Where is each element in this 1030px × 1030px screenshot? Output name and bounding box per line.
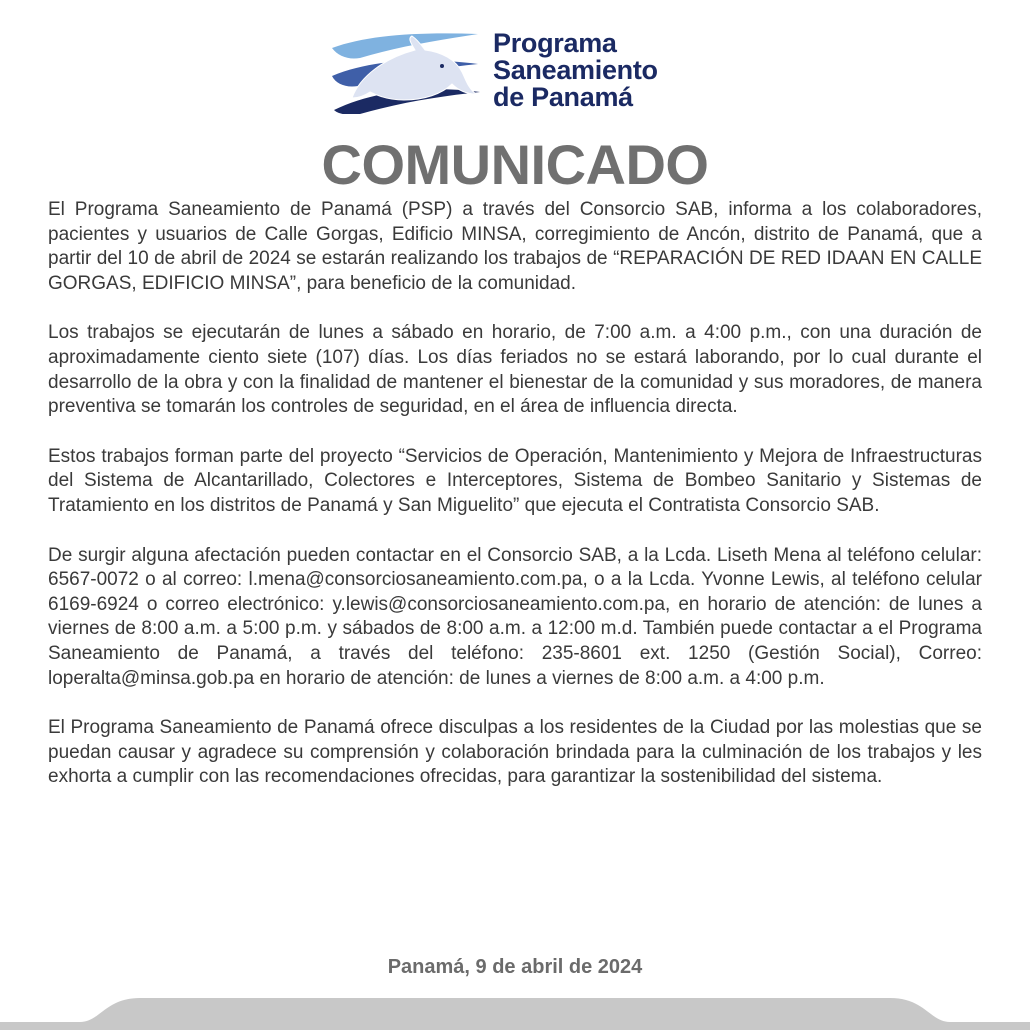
logo-line-2: Saneamiento [493, 55, 658, 85]
paragraph-closing: El Programa Saneamiento de Panamá ofrece disculpas a los residentes de la Ciudad por las molestias que se puedan causar y agradece su comprensión y colaboración brindada para la culminación de los trabajos y les exhorta a cumplir con las recomendaciones ofrecidas, para garantizar la sostenibilidad del sistema. [48, 717, 982, 788]
paragraph-project: Estos trabajos forman parte del proyecto “Servicios de Operación, Mantenimiento y Mejora de Infraestructuras del Sistema de Alcantarillado, Colectores e Interceptores, Sistema de Bombeo Sanitario y Sistemas de Tratamiento en los distritos de Panamá y San Miguelito” que ejecuta el Contratista Consorcio SAB. [48, 445, 982, 516]
paragraph-intro: El Programa Saneamiento de Panamá (PSP) a través del Consorcio SAB, informa a los colaboradores, pacientes y usuarios de Calle Gorgas, Edificio MINSA, corregimiento de Ancón, distrito de Panamá, que a partir del 10 de abril de 2024 se estarán realizando los trabajos de “REPARACIÓN DE RED IDAAN EN CALLE GORGAS, EDIFICIO MINSA”, para beneficio de la comunidad. [48, 199, 982, 294]
header-logo [330, 28, 730, 114]
page-title: COMUNICADO [321, 133, 709, 196]
logo-line-3: de Panamá [493, 82, 633, 112]
logo-wordmark [493, 30, 658, 111]
issue-date: Panamá, 9 de abril de 2024 [387, 956, 643, 978]
paragraph-contact: De surgir alguna afectación pueden contactar en el Consorcio SAB, a la Lcda. Liseth Mena al teléfono celular: 6567-0072 o al correo: l.mena@consorciosaneamiento.com.pa, o a la Lcda. Yvonne Lewis, al teléfono celular 6169-6924 o correo electrónico: y.lewis@consorciosaneamiento.com.pa, en horario de atención: de lunes a viernes de 8:00 a.m. a 5:00 p.m. y sábados de 8:00 a.m. a 12:00 m.d. También puede contactar a el Programa Saneamiento de Panamá, a través del teléfono: 235-8601 ext. 1250 (Gestión Social), Correo: loperalta@minsa.gob.pa en horario de atención: de lunes a viernes de 8:00 a.m. a 4:00 p.m. [48, 544, 982, 689]
dolphin-waves-logo-icon [330, 28, 485, 114]
paragraph-schedule: Los trabajos se ejecutarán de lunes a sábado en horario, de 7:00 a.m. a 4:00 p.m., con una duración de aproximadamente ciento siete (107) días. Los días feriados no se estará laborando, por lo cual durante el desarrollo de la obra y con la finalidad de mantener el bienestar de la comunidad y sus moradores, de manera preventiva se tomarán los controles de seguridad, en el área de influencia directa. [48, 322, 982, 418]
footer-band [0, 994, 1030, 1030]
logo-line-1: Programa [493, 28, 617, 58]
announcement-body [48, 198, 982, 815]
